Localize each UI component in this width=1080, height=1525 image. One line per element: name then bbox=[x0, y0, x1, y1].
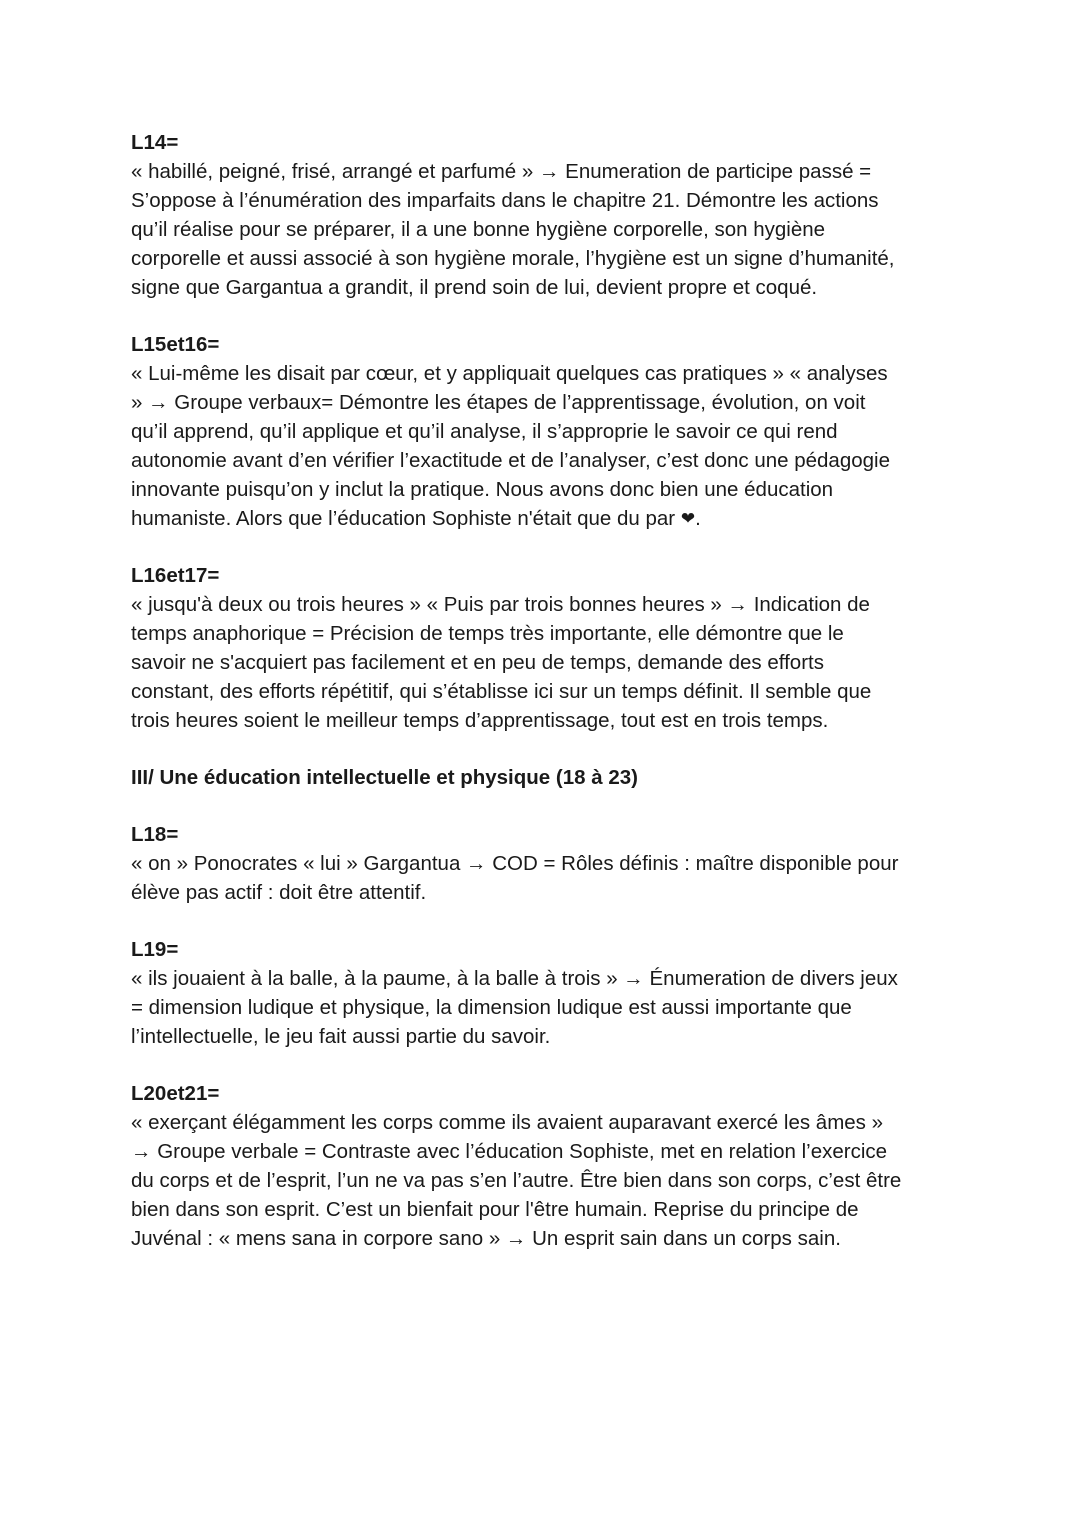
section-l19 bbox=[131, 935, 961, 1051]
section-text: « exerçant élégamment les corps comme ils avaient auparavant exercé les âmes » → Groupe verbale = Contraste avec l’éducation Sophiste, met en relation l’exercice du corps et de l’esprit, l’un ne va pas s’en l’autre. Être bien dans son corps, c’est être bien dans son esprit. C’est un bienfait pour l'être humain. Reprise du principe de Juvénal : « mens sana in corpore sano » → Un esprit sain dans un corps sain. bbox=[131, 1111, 902, 1250]
section-text: « jusqu'à deux ou trois heures » « Puis par trois bonnes heures » → Indication de temps anaphorique = Précision de temps très importante, elle démontre que le savoir ne s'acquiert pas facilement et en peu de temps, demande des efforts constant, des efforts répétitif, qui s’établisse ici sur un temps définit. Il semble que trois heures soient le meilleur temps d’apprentissage, tout est en trois temps. bbox=[131, 593, 872, 732]
section-l20-21 bbox=[131, 1079, 961, 1253]
section-text: « Lui-même les disait par cœur, et y appliquait quelques cas pratiques » « analyses » → Groupe verbaux= Démontre les étapes de l’apprentissage, évolution, on voit qu’il apprend, qu’il applique et qu’il analyse, il s’approprie le savoir ce qui rend autonomie avant d’en vérifier l’exactitude et de l’analyser, c’est donc une pédagogie innovante puisqu’on y inclut la pratique. Nous avons donc bien une éducation humaniste. Alors que l’éducation Sophiste n'était que du par bbox=[131, 362, 890, 530]
section-heading: L14= bbox=[131, 131, 179, 154]
section-text: « habillé, peigné, frisé, arrangé et parfumé » → Enumeration de participe passé = S’oppose à l’énumération des imparfaits dans le chapitre 21. Démontre les actions qu’il réalise pour se préparer, il a une bonne hygiène corporelle, son hygiène corporelle et aussi associé à son hygiène morale, l’hygiène est un signe d’humanité, signe que Gargantua a grandit, il prend soin de lui, devient propre et coqué. bbox=[131, 160, 895, 299]
section-text: « ils jouaient à la balle, à la paume, à la balle à trois » → Énumeration de divers jeux = dimension ludique et physique, la dimension ludique est aussi importante que l’intellectuelle, le jeu fait aussi partie du savoir. bbox=[131, 967, 898, 1048]
section-l16-17 bbox=[131, 561, 961, 735]
section-heading: L16et17= bbox=[131, 564, 220, 587]
section-heading: L20et21= bbox=[131, 1082, 220, 1105]
section-heading: L18= bbox=[131, 823, 179, 846]
section-text: « on » Ponocrates « lui » Gargantua → COD = Rôles définis : maître disponible pour élève pas actif : doit être attentif. bbox=[131, 852, 899, 904]
part-title: III/ Une éducation intellectuelle et physique (18 à 23) bbox=[131, 766, 638, 789]
section-heading: L15et16= bbox=[131, 333, 220, 356]
section-l18 bbox=[131, 820, 961, 907]
section-part-iii-title bbox=[131, 763, 961, 792]
section-heading: L19= bbox=[131, 938, 179, 961]
section-l14 bbox=[131, 128, 961, 302]
section-text-tail: . bbox=[695, 507, 701, 530]
section-l15-16 bbox=[131, 330, 961, 533]
document-page bbox=[131, 128, 961, 1281]
section-text-container bbox=[131, 359, 961, 533]
heart-icon: ❤ bbox=[680, 509, 696, 528]
